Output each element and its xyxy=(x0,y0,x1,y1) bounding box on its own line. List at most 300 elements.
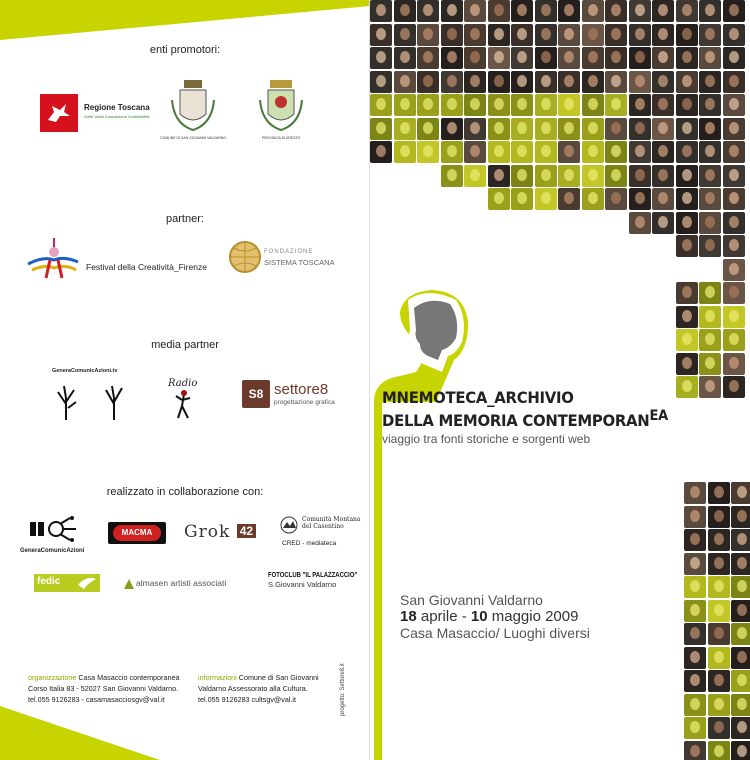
face-shape xyxy=(564,122,574,134)
portrait-tile xyxy=(464,118,486,140)
face-shape xyxy=(682,145,692,157)
portrait-tile xyxy=(511,47,533,69)
face-shape xyxy=(423,51,433,63)
right-panel xyxy=(370,0,750,760)
face-shape xyxy=(564,28,574,40)
face-shape xyxy=(611,145,621,157)
portrait-tile xyxy=(676,118,698,140)
portrait-tile xyxy=(676,212,698,234)
face-shape xyxy=(447,51,457,63)
face-shape xyxy=(635,169,645,181)
settore8-logo: S8 settore8 progettazione grafica xyxy=(242,380,352,414)
face-shape xyxy=(470,145,480,157)
comune-crest-icon: COMUNE DI SAN GIOVANNI VALDARNO xyxy=(168,80,218,150)
exhibition-title-line2: DELLA MEMORIA CONTEMPORANEA xyxy=(382,408,668,430)
face-shape xyxy=(682,333,692,345)
face-shape xyxy=(541,122,551,134)
portrait-tile xyxy=(652,94,674,116)
portrait-tile xyxy=(511,0,533,22)
face-shape xyxy=(541,75,551,87)
portrait-tile xyxy=(731,717,750,739)
face-shape xyxy=(541,4,551,16)
portrait-tile xyxy=(558,118,580,140)
generacomunicazioni-logo: GeneraComunicAzioni xyxy=(20,516,90,560)
media-partner-title: media partner xyxy=(151,339,219,351)
portrait-tile xyxy=(558,71,580,93)
portrait-tile xyxy=(535,71,557,93)
portrait-tile xyxy=(652,24,674,46)
face-shape xyxy=(705,192,715,204)
face-shape xyxy=(635,75,645,87)
face-shape xyxy=(690,557,700,569)
face-shape xyxy=(682,357,692,369)
portrait-tile xyxy=(535,118,557,140)
face-shape xyxy=(705,333,715,345)
portrait-tile xyxy=(370,0,392,22)
portrait-tile xyxy=(708,553,730,575)
portrait-tile xyxy=(441,24,463,46)
face-shape xyxy=(376,28,386,40)
face-shape xyxy=(588,192,598,204)
portrait-tile xyxy=(417,141,439,163)
portrait-tile xyxy=(652,165,674,187)
face-shape xyxy=(682,169,692,181)
portrait-tile xyxy=(511,188,533,210)
portrait-tile xyxy=(558,47,580,69)
face-shape xyxy=(588,145,598,157)
collab-title: realizzato in collaborazione con: xyxy=(106,486,264,498)
face-shape xyxy=(517,145,527,157)
face-shape xyxy=(635,122,645,134)
face-shape xyxy=(729,357,739,369)
portrait-tile xyxy=(676,24,698,46)
face-shape xyxy=(658,169,668,181)
portrait-tile xyxy=(676,235,698,257)
portrait-tile xyxy=(652,141,674,163)
face-shape xyxy=(423,4,433,16)
globe-icon xyxy=(228,240,262,274)
face-shape xyxy=(658,216,668,228)
face-shape xyxy=(541,192,551,204)
portrait-tile xyxy=(708,694,730,716)
portrait-tile xyxy=(629,94,651,116)
portrait-tile xyxy=(464,71,486,93)
face-shape xyxy=(635,51,645,63)
face-shape xyxy=(635,98,645,110)
portrait-tile xyxy=(699,141,721,163)
face-shape xyxy=(447,145,457,157)
portrait-tile xyxy=(699,282,721,304)
portrait-tile xyxy=(708,506,730,528)
portrait-tile xyxy=(731,576,750,598)
portrait-tile xyxy=(629,71,651,93)
face-shape xyxy=(611,169,621,181)
face-shape xyxy=(400,98,410,110)
face-shape xyxy=(494,169,504,181)
portrait-tile xyxy=(605,94,627,116)
portrait-tile xyxy=(629,0,651,22)
portrait-tile xyxy=(605,141,627,163)
face-shape xyxy=(611,51,621,63)
portrait-tile xyxy=(723,353,745,375)
face-shape xyxy=(494,122,504,134)
face-shape xyxy=(376,98,386,110)
portrait-tile xyxy=(417,0,439,22)
portrait-tile xyxy=(629,47,651,69)
face-shape xyxy=(690,721,700,733)
portrait-tile xyxy=(441,0,463,22)
face-shape xyxy=(517,51,527,63)
portrait-tile xyxy=(676,141,698,163)
face-shape xyxy=(729,75,739,87)
portrait-tile xyxy=(676,94,698,116)
portrait-tile xyxy=(723,141,745,163)
face-shape xyxy=(705,98,715,110)
portrait-tile xyxy=(535,141,557,163)
face-shape xyxy=(423,28,433,40)
portrait-tile xyxy=(370,94,392,116)
face-shape xyxy=(470,122,480,134)
portrait-tile xyxy=(535,165,557,187)
portrait-tile xyxy=(441,165,463,187)
portrait-tile xyxy=(723,118,745,140)
portrait-tile xyxy=(731,600,750,622)
face-shape xyxy=(658,192,668,204)
portrait-tile xyxy=(723,212,745,234)
face-shape xyxy=(517,4,527,16)
face-shape xyxy=(517,75,527,87)
portrait-tile xyxy=(394,141,416,163)
face-shape xyxy=(737,510,747,522)
face-shape xyxy=(682,28,692,40)
festival-icon xyxy=(24,234,80,282)
face-shape xyxy=(714,674,724,686)
face-shape xyxy=(714,533,724,545)
portrait-tile xyxy=(511,165,533,187)
portrait-tile xyxy=(708,482,730,504)
portrait-tile xyxy=(582,24,604,46)
face-shape xyxy=(611,98,621,110)
face-shape xyxy=(682,122,692,134)
portrait-tile xyxy=(464,0,486,22)
promoters-title: enti promotori: xyxy=(149,44,221,56)
portrait-tile xyxy=(629,165,651,187)
face-shape xyxy=(682,75,692,87)
portrait-tile xyxy=(699,306,721,328)
face-shape xyxy=(517,192,527,204)
festival-creativita-logo: Festival della Creatività_Firenze xyxy=(24,234,224,284)
portrait-tile xyxy=(370,24,392,46)
face-shape xyxy=(729,333,739,345)
portrait-tile xyxy=(723,259,745,281)
portrait-tile xyxy=(464,47,486,69)
event-venue: Casa Masaccio/ Luoghi diversi xyxy=(400,625,590,641)
portrait-tile xyxy=(605,47,627,69)
face-shape xyxy=(494,51,504,63)
portrait-tile xyxy=(464,24,486,46)
face-shape xyxy=(635,145,645,157)
face-shape xyxy=(400,75,410,87)
face-shape xyxy=(714,486,724,498)
portrait-tile xyxy=(723,0,745,22)
face-shape xyxy=(737,486,747,498)
face-shape xyxy=(690,533,700,545)
portrait-tile xyxy=(676,329,698,351)
face-shape xyxy=(564,98,574,110)
face-shape xyxy=(737,533,747,545)
portrait-tile xyxy=(464,165,486,187)
portrait-tile xyxy=(511,71,533,93)
portrait-tile xyxy=(417,71,439,93)
portrait-tile xyxy=(652,0,674,22)
face-shape xyxy=(682,216,692,228)
info-credit: informazioni Comune di San Giovanni Valdarno Assessorato alla Cultura. tel.055 9126283 cultsgv@val.it xyxy=(198,673,319,704)
montana-icon xyxy=(280,516,298,534)
face-shape xyxy=(729,122,739,134)
comunita-montana-logo: Comunità Montana del Casentino CRED - mediateca xyxy=(282,516,361,547)
partner-title: partner: xyxy=(166,213,204,225)
portrait-tile xyxy=(731,553,750,575)
portrait-tile xyxy=(535,188,557,210)
face-shape xyxy=(635,192,645,204)
face-shape xyxy=(658,51,668,63)
portrait-tile xyxy=(684,670,706,692)
portrait-tile xyxy=(699,353,721,375)
radio-logo: Radio xyxy=(168,378,208,422)
portrait-tile xyxy=(582,188,604,210)
face-shape xyxy=(737,674,747,686)
face-shape xyxy=(517,28,527,40)
portrait-tile xyxy=(582,141,604,163)
face-shape xyxy=(705,357,715,369)
network-icon xyxy=(20,516,80,546)
portrait-tile xyxy=(708,717,730,739)
fedic-logo: fedic xyxy=(34,574,100,592)
portrait-tile xyxy=(582,71,604,93)
portrait-tile xyxy=(723,306,745,328)
face-shape xyxy=(705,310,715,322)
face-shape xyxy=(729,216,739,228)
face-shape xyxy=(400,28,410,40)
portrait-tile xyxy=(558,141,580,163)
face-shape xyxy=(714,698,724,710)
portrait-tile xyxy=(684,506,706,528)
face-shape xyxy=(714,580,724,592)
face-shape xyxy=(588,4,598,16)
portrait-tile xyxy=(676,306,698,328)
portrait-tile xyxy=(652,118,674,140)
generacomunicazioni-tv-logo: GeneraComunicAzioni.tv xyxy=(52,368,142,424)
portrait-tile xyxy=(708,741,730,760)
face-shape xyxy=(682,286,692,298)
face-shape xyxy=(729,98,739,110)
fotoclub-logo: FOTOCLUB "IL PALAZZACCIO" S.Giovanni Valdarno xyxy=(268,572,358,589)
face-shape xyxy=(611,122,621,134)
portrait-tile xyxy=(723,24,745,46)
portrait-tile xyxy=(629,141,651,163)
portrait-tile xyxy=(605,71,627,93)
portrait-tile xyxy=(488,0,510,22)
face-shape xyxy=(470,169,480,181)
design-credit: progetto: Settore8.it xyxy=(340,663,346,716)
face-shape xyxy=(729,51,739,63)
face-shape xyxy=(423,75,433,87)
face-shape xyxy=(705,51,715,63)
face-shape xyxy=(564,75,574,87)
portrait-tile xyxy=(370,47,392,69)
portrait-tile xyxy=(699,24,721,46)
portrait-tile xyxy=(699,94,721,116)
event-place: San Giovanni Valdarno xyxy=(400,592,543,608)
face-shape xyxy=(447,122,457,134)
portrait-tile xyxy=(731,506,750,528)
portrait-tile xyxy=(488,118,510,140)
face-shape xyxy=(690,510,700,522)
head-profile-logo xyxy=(370,290,480,760)
almasen-icon xyxy=(124,579,134,589)
fondazione-sistema-toscana-logo: FONDAZIONE SISTEMA TOSCANA xyxy=(228,240,348,280)
face-shape xyxy=(494,98,504,110)
face-shape xyxy=(682,192,692,204)
face-shape xyxy=(658,28,668,40)
face-shape xyxy=(588,75,598,87)
face-shape xyxy=(564,51,574,63)
portrait-tile xyxy=(708,529,730,551)
portrait-tile xyxy=(676,188,698,210)
portrait-tile xyxy=(723,71,745,93)
face-shape xyxy=(714,651,724,663)
portrait-tile xyxy=(684,717,706,739)
face-shape xyxy=(682,239,692,251)
face-shape xyxy=(737,698,747,710)
event-details xyxy=(400,592,720,641)
portrait-tile xyxy=(441,94,463,116)
portrait-tile xyxy=(652,47,674,69)
portrait-tile xyxy=(699,188,721,210)
portrait-tile xyxy=(488,24,510,46)
face-shape xyxy=(705,4,715,16)
portrait-tile xyxy=(699,165,721,187)
face-shape xyxy=(635,28,645,40)
portrait-tile xyxy=(535,0,557,22)
face-shape xyxy=(588,169,598,181)
face-shape xyxy=(564,192,574,204)
portrait-tile xyxy=(652,71,674,93)
face-shape xyxy=(423,122,433,134)
face-shape xyxy=(737,745,747,757)
almasen-logo: almasen artisti associati xyxy=(124,576,254,592)
portrait-tile xyxy=(370,118,392,140)
face-shape xyxy=(682,98,692,110)
fedic-bird-icon xyxy=(76,575,98,591)
portrait-tile xyxy=(558,94,580,116)
portrait-tile xyxy=(417,94,439,116)
portrait-tile xyxy=(370,71,392,93)
portrait-tile xyxy=(441,71,463,93)
portrait-tile xyxy=(723,235,745,257)
portrait-tile xyxy=(417,24,439,46)
portrait-tile xyxy=(582,94,604,116)
portrait-tile xyxy=(464,141,486,163)
portrait-tile xyxy=(676,282,698,304)
portrait-tile xyxy=(731,670,750,692)
face-shape xyxy=(737,580,747,592)
face-shape xyxy=(588,28,598,40)
portrait-tile xyxy=(699,118,721,140)
face-shape xyxy=(611,75,621,87)
exhibition-subtitle: viaggio tra fonti storiche e sorgenti web xyxy=(382,432,591,446)
portrait-tile xyxy=(394,24,416,46)
face-shape xyxy=(729,28,739,40)
face-shape xyxy=(588,98,598,110)
face-shape xyxy=(400,4,410,16)
face-shape xyxy=(705,122,715,134)
face-shape xyxy=(541,169,551,181)
face-shape xyxy=(705,28,715,40)
portrait-tile xyxy=(676,47,698,69)
portrait-tile xyxy=(684,647,706,669)
face-shape xyxy=(705,169,715,181)
pegasus-icon xyxy=(46,102,72,124)
portrait-tile xyxy=(723,165,745,187)
portrait-tile xyxy=(676,71,698,93)
portrait-tile xyxy=(394,0,416,22)
organization-credit: organizzazione Casa Masaccio contemporanea Corso Italia 83 - 52027 San Giovanni Valdarno. tel.055 9126283 - casamasacciosgv@val.it xyxy=(28,673,180,704)
portrait-tile xyxy=(723,188,745,210)
portrait-tile xyxy=(652,188,674,210)
portrait-tile xyxy=(488,141,510,163)
face-shape xyxy=(447,75,457,87)
face-shape xyxy=(729,169,739,181)
portrait-tile xyxy=(582,0,604,22)
portrait-tile xyxy=(652,212,674,234)
face-shape xyxy=(729,263,739,275)
face-shape xyxy=(447,28,457,40)
portrait-tile xyxy=(605,24,627,46)
face-shape xyxy=(494,145,504,157)
face-shape xyxy=(470,98,480,110)
face-shape xyxy=(690,745,700,757)
portrait-tile xyxy=(605,0,627,22)
face-shape xyxy=(494,28,504,40)
face-shape xyxy=(690,698,700,710)
portrait-tile xyxy=(731,529,750,551)
portrait-tile xyxy=(605,188,627,210)
portrait-tile xyxy=(605,165,627,187)
face-shape xyxy=(690,580,700,592)
face-shape xyxy=(705,239,715,251)
face-shape xyxy=(376,4,386,16)
portrait-tile xyxy=(699,0,721,22)
face-shape xyxy=(588,51,598,63)
portrait-tile xyxy=(535,94,557,116)
portrait-tile xyxy=(629,118,651,140)
portrait-tile xyxy=(699,71,721,93)
face-shape xyxy=(423,98,433,110)
face-shape xyxy=(517,98,527,110)
portrait-tile xyxy=(629,188,651,210)
portrait-tile xyxy=(708,647,730,669)
face-shape xyxy=(470,75,480,87)
face-shape xyxy=(517,122,527,134)
face-shape xyxy=(400,145,410,157)
face-shape xyxy=(705,145,715,157)
provincia-crest-icon: PROVINCIA DI AREZZO xyxy=(256,80,306,150)
face-shape xyxy=(564,169,574,181)
face-shape xyxy=(737,721,747,733)
face-shape xyxy=(729,239,739,251)
face-shape xyxy=(400,122,410,134)
